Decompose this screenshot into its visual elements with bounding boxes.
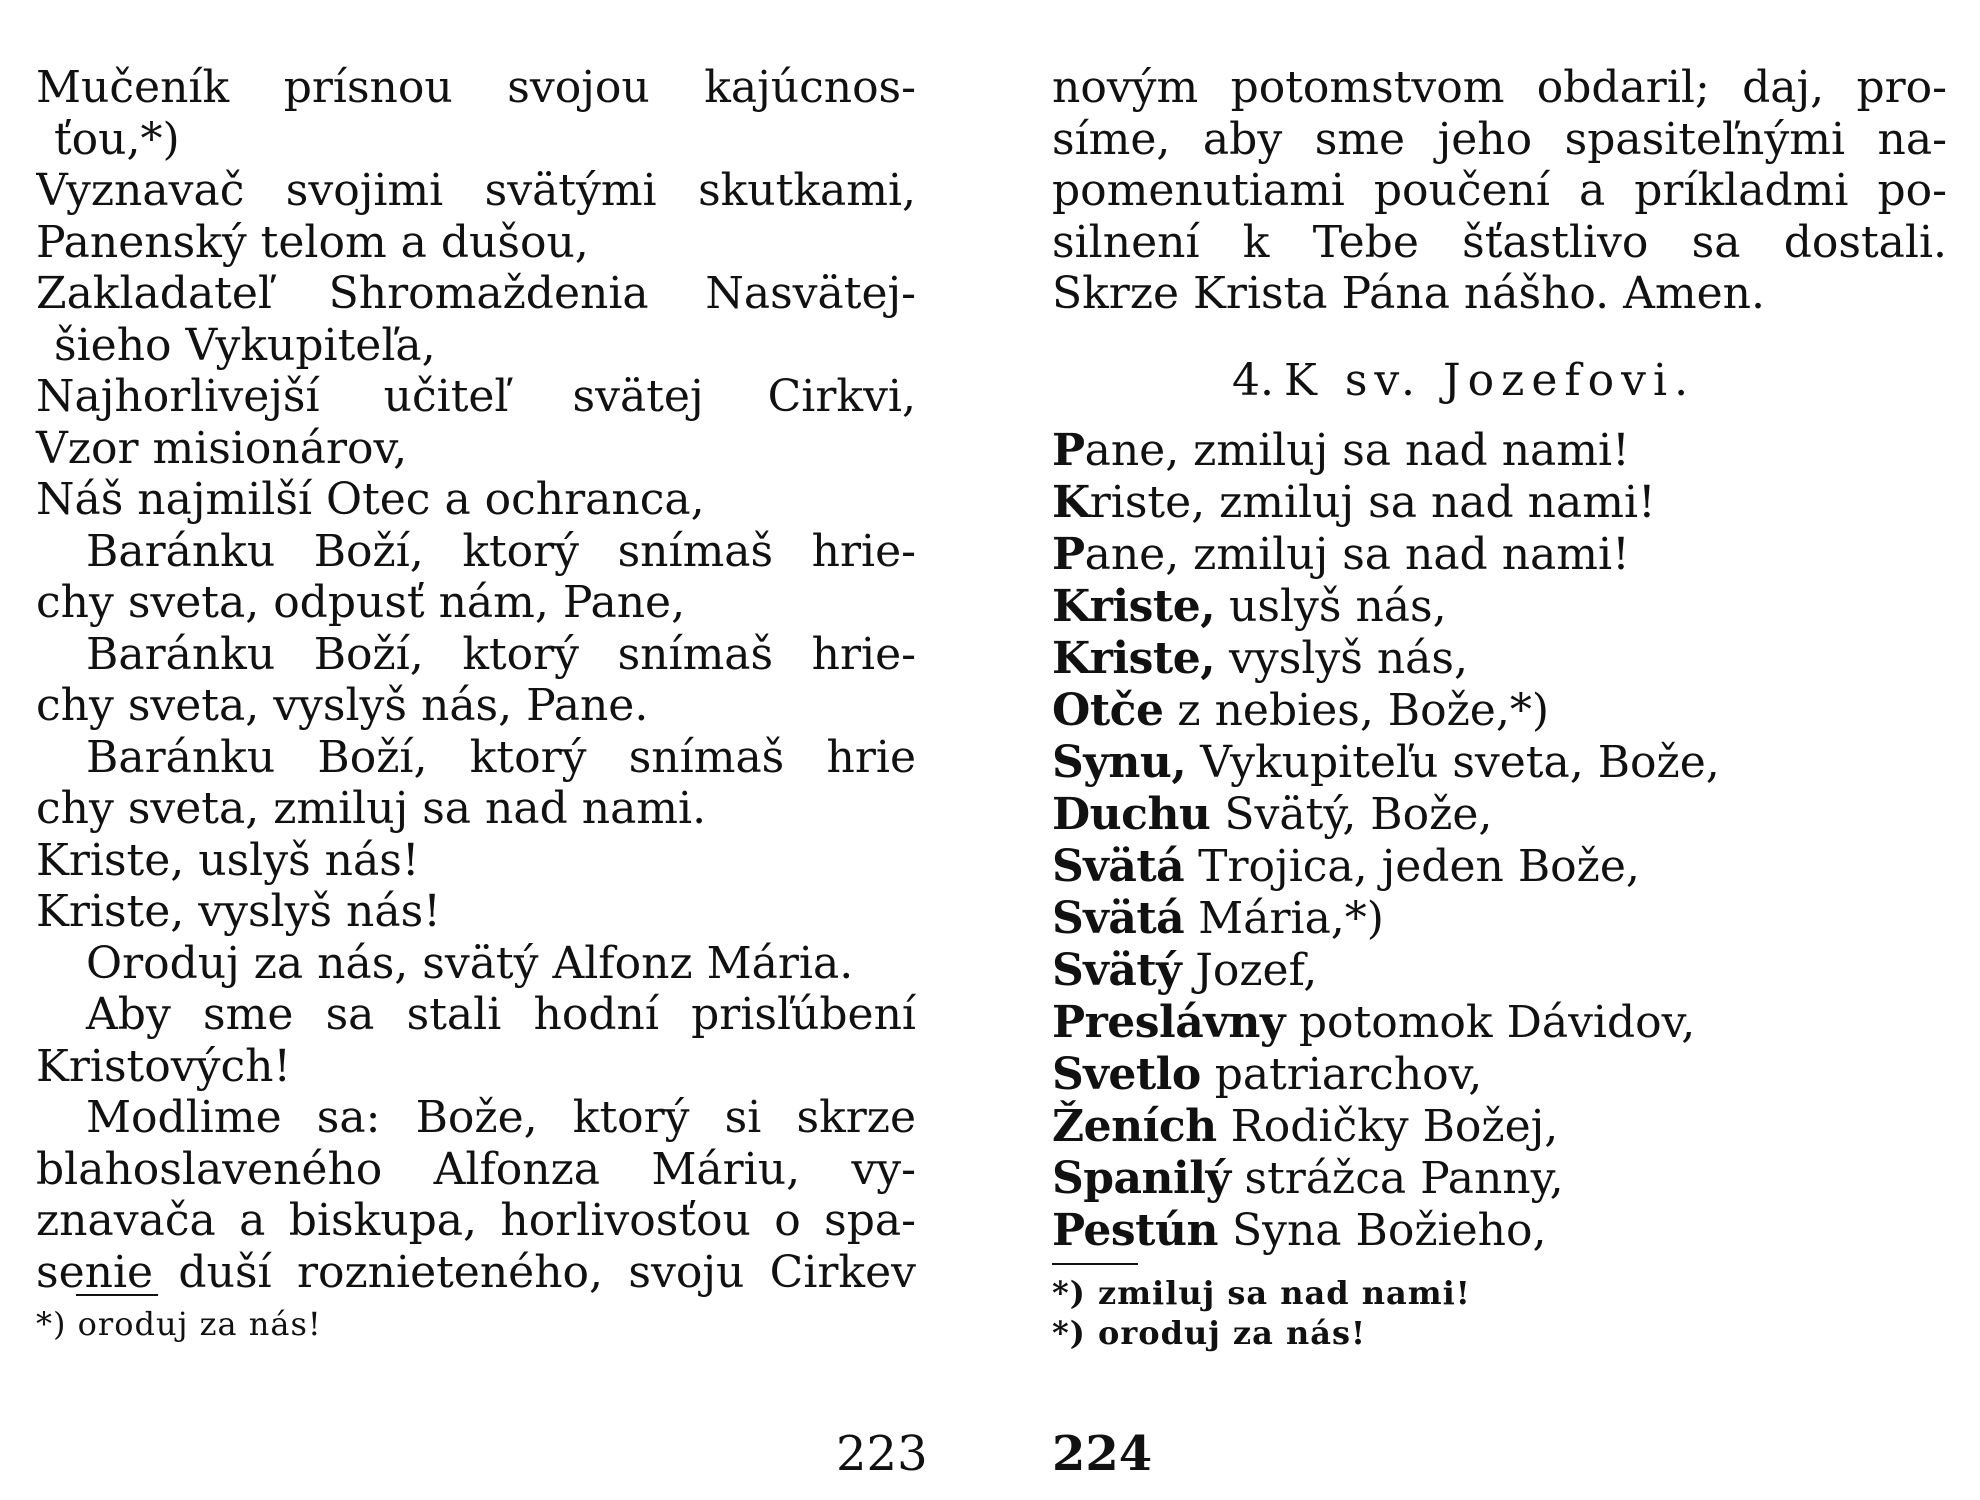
litany-lead: P: [1052, 424, 1085, 476]
text-line: chy sveta, odpusť nám, Pane,: [36, 577, 686, 628]
litany-line: [1052, 1153, 1947, 1205]
text-line: Kriste, uslyš nás!: [36, 834, 420, 886]
section-title: K sv. Jozefovi.: [1283, 354, 1696, 406]
text-line: Kriste, vyslyš nás!: [36, 886, 441, 937]
litany-text: vyslyš nás,: [1215, 632, 1468, 684]
litany-text: ane, zmiluj sa nad nami!: [1084, 424, 1630, 476]
litany-text: Vykupiteľu sveta, Bože,: [1186, 736, 1720, 788]
text-line: Vyznavač svojimi svätými skutkami,: [36, 165, 916, 216]
page-number-right: 224: [1052, 1426, 1153, 1482]
litany-lead: Duchu: [1052, 788, 1211, 840]
litany-lead: Kriste,: [1052, 580, 1216, 632]
litany-line: [1052, 477, 1947, 529]
litany-text: Syna Božieho,: [1217, 1204, 1547, 1256]
text-line: Modlime sa: Bože, ktorý si skrze: [86, 1092, 916, 1143]
text-line: Oroduj za nás, svätý Alfonz Mária.: [86, 937, 854, 989]
litany-lead: Svätý: [1052, 944, 1182, 996]
text-line: blahoslaveného Alfonza Máriu, vy-: [36, 1143, 916, 1195]
text-line: silnení k Tebe šťastlivo sa dostali.: [1052, 216, 1947, 268]
litany-text: patriarchov,: [1200, 1048, 1483, 1100]
text-line: Najhorlivejší učiteľ svätej Cirkvi,: [36, 371, 916, 422]
litany-text: riste, zmiluj sa nad nami!: [1089, 476, 1656, 528]
right-page: [1052, 62, 1947, 1353]
litany-lead: P: [1052, 528, 1085, 580]
litany-line: [1052, 841, 1947, 893]
litany-text: ane, zmiluj sa nad nami!: [1084, 528, 1630, 580]
litany-lead: K: [1052, 476, 1090, 528]
litany-text: potomok Dávidov,: [1284, 996, 1696, 1048]
text-line: chy sveta, vyslyš nás, Pane.: [36, 680, 649, 731]
litany-line: [1052, 685, 1947, 737]
litany-line: [1052, 425, 1947, 477]
text-line: síme, aby sme jeho spasiteľnými na-: [1052, 113, 1947, 165]
section-heading: [1052, 355, 1947, 407]
text-line: chy sveta, zmiluj sa nad nami.: [36, 783, 707, 834]
text-line: senie duší roznieteného, svoju Cirkev: [36, 1246, 916, 1298]
litany-line: [1052, 945, 1947, 997]
litany-lead: Kriste,: [1052, 632, 1216, 684]
litany-text: Rodičky Božej,: [1216, 1100, 1559, 1152]
text-line: Baránku Boží, ktorý snímaš hrie: [86, 731, 916, 783]
litany-lead: Svätá: [1052, 892, 1185, 944]
litany-text: Jozef,: [1181, 944, 1318, 996]
litany-text: Trojica, jeden Bože,: [1184, 840, 1640, 892]
litany-lead: Preslávny: [1052, 996, 1285, 1048]
litany-line: [1052, 633, 1947, 685]
litany-lead: Ženích: [1052, 1100, 1217, 1152]
litany-lead: Pestún: [1052, 1204, 1218, 1256]
text-line: Panenský telom a dušou,: [36, 216, 589, 268]
litany-text: strážca Panny,: [1230, 1152, 1564, 1204]
litany-text: uslyš nás,: [1215, 580, 1447, 632]
text-line: ťou,*): [54, 113, 180, 165]
litany-line: [1052, 997, 1947, 1049]
litany-line: [1052, 1205, 1947, 1257]
text-line: novým potomstvom obdaril; daj, pro-: [1052, 62, 1947, 113]
text-line: Zakladateľ Shromaždenia Nasvätej-: [36, 268, 916, 319]
text-line: Vzor misionárov,: [36, 422, 408, 474]
footnote: *) oroduj za nás!: [36, 1305, 322, 1343]
litany-line: [1052, 737, 1947, 789]
litany-line: [1052, 1049, 1947, 1101]
text-line: znavača a biskupa, horlivosťou o spa-: [36, 1195, 916, 1246]
footnote-rule: [1052, 1263, 1138, 1265]
litany-text: Svätý, Bože,: [1210, 788, 1493, 840]
section-number: 4.: [1232, 354, 1274, 406]
text-line: Skrze Krista Pána nášho. Amen.: [1052, 268, 1765, 319]
litany-lead: Svätá: [1052, 840, 1185, 892]
litany-lead: Spanilý: [1052, 1152, 1231, 1204]
text-line: Kristových!: [36, 1040, 292, 1092]
text-line: Baránku Boží, ktorý snímaš hrie-: [86, 628, 916, 680]
litany-text: z nebies, Bože,*): [1163, 684, 1549, 736]
page-number-left: 223: [836, 1426, 928, 1482]
litany-line: [1052, 893, 1947, 945]
litany-lead: Otče: [1052, 684, 1164, 736]
litany-line: [1052, 529, 1947, 581]
litany-text: Mária,*): [1184, 892, 1384, 944]
text-line: Náš najmilší Otec a ochranca,: [36, 474, 705, 525]
litany-lead: Synu,: [1052, 736, 1187, 788]
text-line: Aby sme sa stali hodní prisľúbení: [86, 989, 916, 1040]
footnote: *) zmiluj sa nad nami!: [1052, 1273, 1471, 1312]
litany-lead: Svetlo: [1052, 1048, 1201, 1100]
litany-line: [1052, 581, 1947, 633]
text-line: Mučeník prísnou svojou kajúcnos-: [36, 62, 916, 113]
footnote: *) oroduj za nás!: [1052, 1313, 1367, 1352]
litany-line: [1052, 789, 1947, 841]
left-page: [36, 62, 916, 1344]
text-line: Baránku Boží, ktorý snímaš hrie-: [86, 525, 916, 577]
litany-line: [1052, 1101, 1947, 1153]
text-line: šieho Vykupiteľa,: [54, 319, 436, 371]
text-line: pomenutiami poučení a príkladmi po-: [1052, 165, 1947, 216]
